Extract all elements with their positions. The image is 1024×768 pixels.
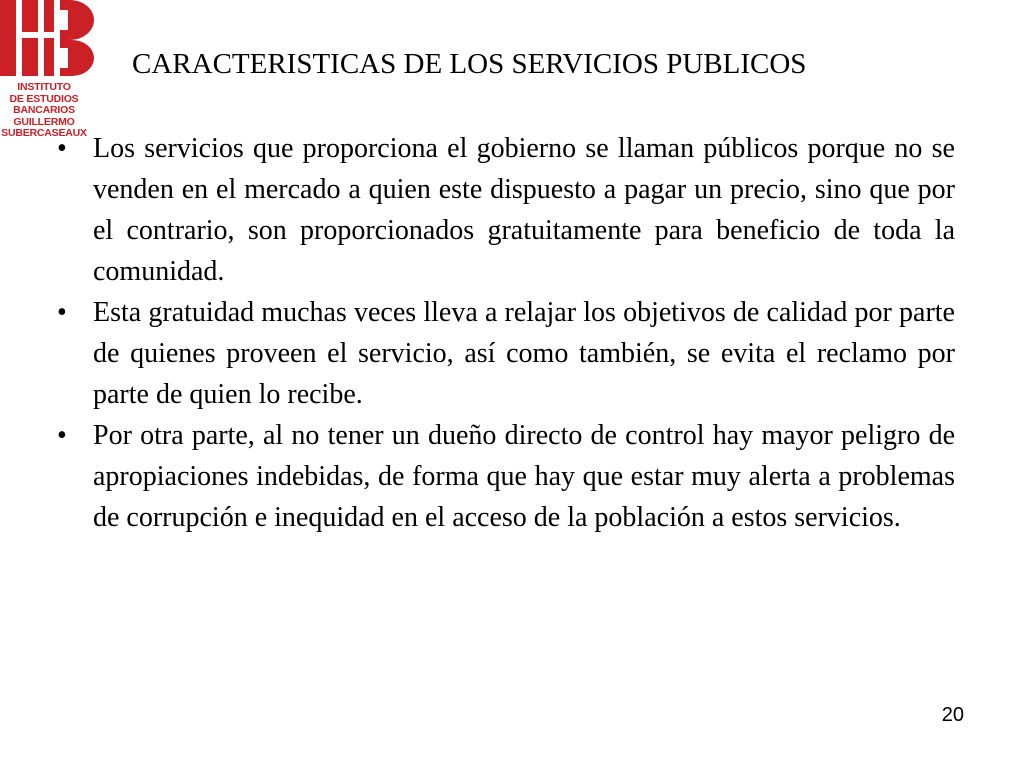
bullet-item	[55, 415, 955, 538]
bullet-text: Esta gratuidad muchas veces lleva a relajar los objetivos de calidad por parte de quienes proveen el servicio, así como también, se evita el reclamo por parte de quien lo recibe.	[93, 297, 955, 410]
bullet-item	[55, 128, 955, 292]
bullet-item	[55, 292, 955, 415]
logo-line: INSTITUTO	[17, 81, 71, 93]
bullet-list	[55, 128, 955, 538]
logo-line: SUBERCASEAUX	[1, 127, 87, 139]
bullet-text: Los servicios que proporciona el gobierno se llaman públicos porque no se venden en el mercado a quien este dispuesto a pagar un precio, sino que por el contrario, son proporcionados gratuitamente para beneficio de toda la comunidad.	[93, 133, 955, 287]
bullet-marker: •	[57, 133, 67, 164]
logo-line: GUILLERMO	[13, 115, 75, 128]
logo-line: DE ESTUDIOS	[9, 92, 79, 105]
bullet-text: Por otra parte, al no tener un dueño directo de control hay mayor peligro de apropiaciones indebidas, de forma que hay que estar muy alerta a problemas de corrupción e inequidad en el acceso de la población a estos servicios.	[93, 420, 955, 533]
bullet-marker: •	[57, 420, 67, 451]
slide-title: CARACTERISTICAS DE LOS SERVICIOS PUBLICOS	[132, 48, 807, 80]
bullet-marker: •	[57, 297, 67, 328]
logo-emblem-icon	[0, 0, 96, 80]
logo-line: BANCARIOS	[13, 104, 75, 116]
page-number: 20	[941, 704, 964, 726]
